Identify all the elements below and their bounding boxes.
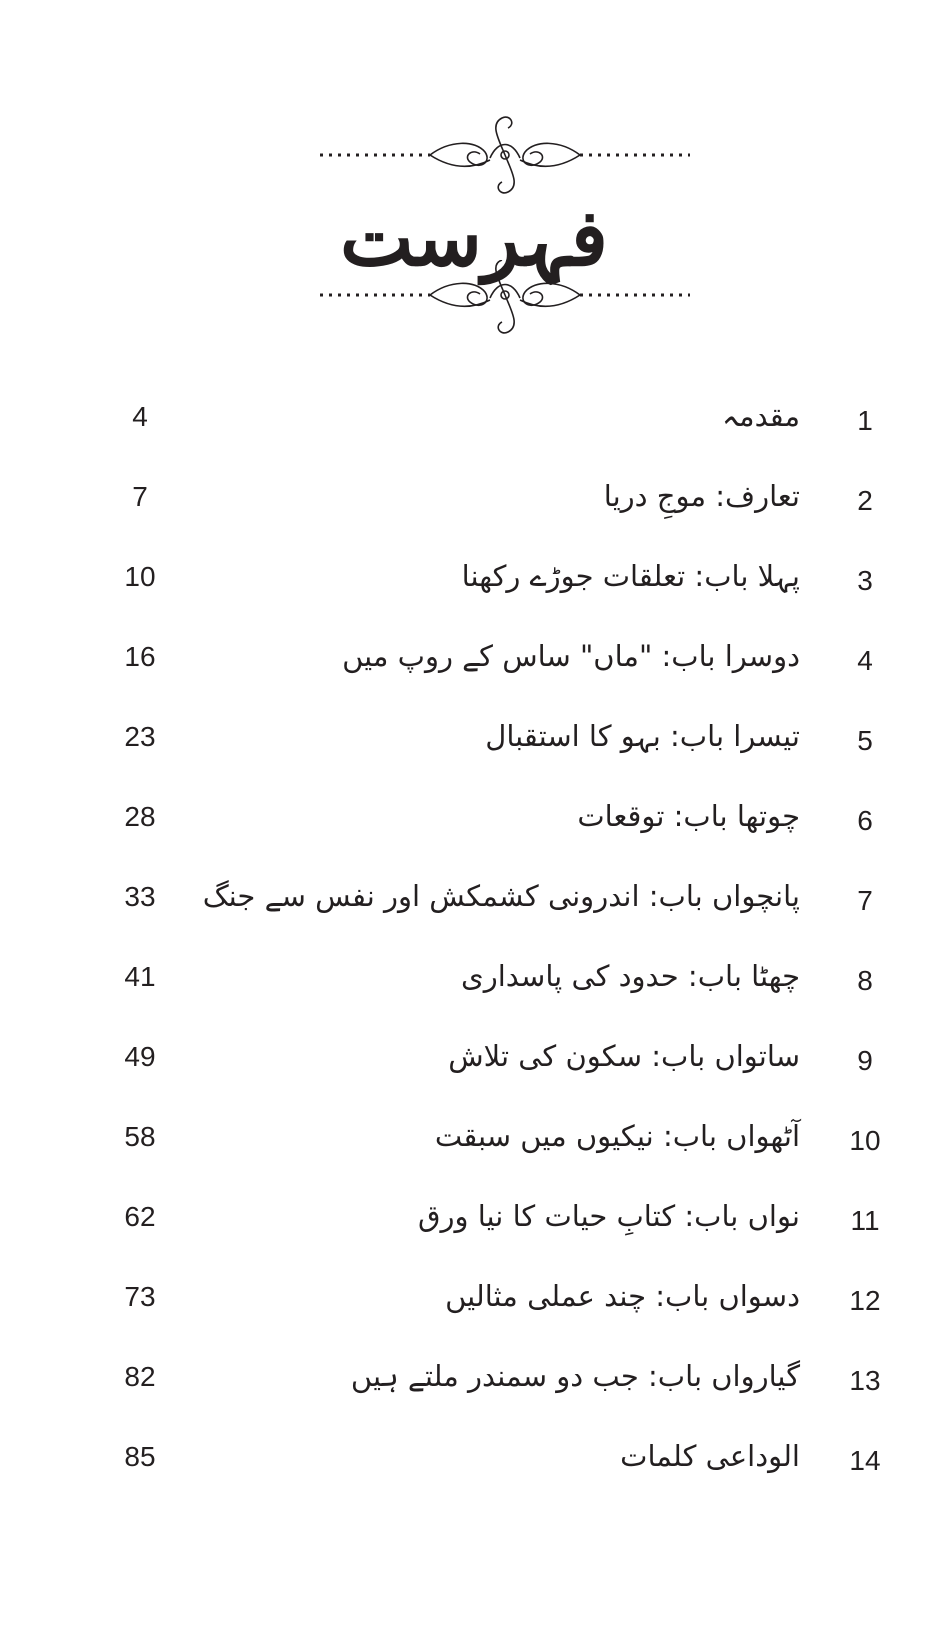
page-number: 82	[124, 1361, 156, 1392]
toc-row[interactable]	[0, 465, 948, 545]
page-number: 73	[124, 1281, 156, 1312]
chapter-title: آٹھواں باب: نیکیوں میں سبقت	[434, 1119, 800, 1153]
chapter-title: تیسرا باب: بہو کا استقبال	[485, 719, 800, 753]
chapter-title: چوتھا باب: توقعات	[577, 799, 800, 833]
toc-row[interactable]	[0, 385, 948, 465]
toc-row[interactable]	[0, 1425, 948, 1505]
toc-row[interactable]	[0, 545, 948, 625]
chapter-number: 13	[849, 1365, 881, 1396]
page-number: 23	[124, 721, 156, 752]
chapter-number: 9	[857, 1045, 873, 1076]
toc-row[interactable]	[0, 625, 948, 705]
chapter-title: پانچواں باب: اندرونی کشمکش اور نفس سے جنگ	[202, 879, 800, 913]
toc-row[interactable]	[0, 865, 948, 945]
chapter-title: دسواں باب: چند عملی مثالیں	[445, 1279, 800, 1313]
chapter-number: 11	[850, 1205, 880, 1236]
toc-row[interactable]	[0, 1265, 948, 1345]
chapter-number: 5	[857, 725, 873, 756]
chapter-title: ساتواں باب: سکون کی تلاش	[448, 1039, 800, 1073]
page-title: فہرست	[340, 193, 608, 284]
page-number: 10	[124, 561, 156, 592]
toc-row[interactable]	[0, 945, 948, 1025]
chapter-title: نواں باب: کتابِ حیات کا نیا ورق	[417, 1199, 800, 1233]
page-number: 16	[124, 641, 156, 672]
chapter-number: 7	[857, 885, 873, 916]
toc-row[interactable]	[0, 1185, 948, 1265]
ornament-flourish-top	[320, 110, 690, 200]
chapter-number: 3	[857, 565, 873, 596]
toc-row[interactable]	[0, 705, 948, 785]
chapter-number: 8	[857, 965, 873, 996]
page-number: 62	[124, 1201, 156, 1232]
chapter-number: 14	[849, 1445, 881, 1476]
chapter-number: 1	[857, 405, 873, 436]
chapter-title: مقدمہ	[722, 399, 800, 433]
chapter-title: پہلا باب: تعلقات جوڑے رکھنا	[461, 559, 800, 593]
toc-row[interactable]	[0, 1105, 948, 1185]
toc-row[interactable]	[0, 1025, 948, 1105]
page-number: 58	[124, 1121, 156, 1152]
chapter-title: دوسرا باب: "ماں" ساس کے روپ میں	[342, 639, 800, 673]
chapter-number: 2	[857, 485, 873, 516]
chapter-number: 4	[857, 645, 873, 676]
toc-header	[0, 100, 948, 360]
chapter-title: الوداعی کلمات	[620, 1439, 800, 1473]
page-number: 4	[132, 401, 148, 432]
page-number: 7	[132, 481, 148, 512]
page-number: 28	[124, 801, 156, 832]
page-number: 85	[124, 1441, 156, 1472]
chapter-number: 6	[857, 805, 873, 836]
page-number: 33	[124, 881, 156, 912]
chapter-number: 10	[849, 1125, 881, 1156]
table-of-contents	[0, 385, 948, 1505]
ornament-flourish-bottom	[320, 260, 690, 350]
chapter-title: چھٹا باب: حدود کی پاسداری	[461, 959, 800, 993]
page-number: 41	[124, 961, 156, 992]
toc-row[interactable]	[0, 1345, 948, 1425]
chapter-title: گیارواں باب: جب دو سمندر ملتے ہیں	[350, 1359, 800, 1393]
chapter-number: 12	[849, 1285, 881, 1316]
page-number: 49	[124, 1041, 156, 1072]
chapter-title: تعارف: موجِ دریا	[603, 479, 800, 513]
toc-row[interactable]	[0, 785, 948, 865]
